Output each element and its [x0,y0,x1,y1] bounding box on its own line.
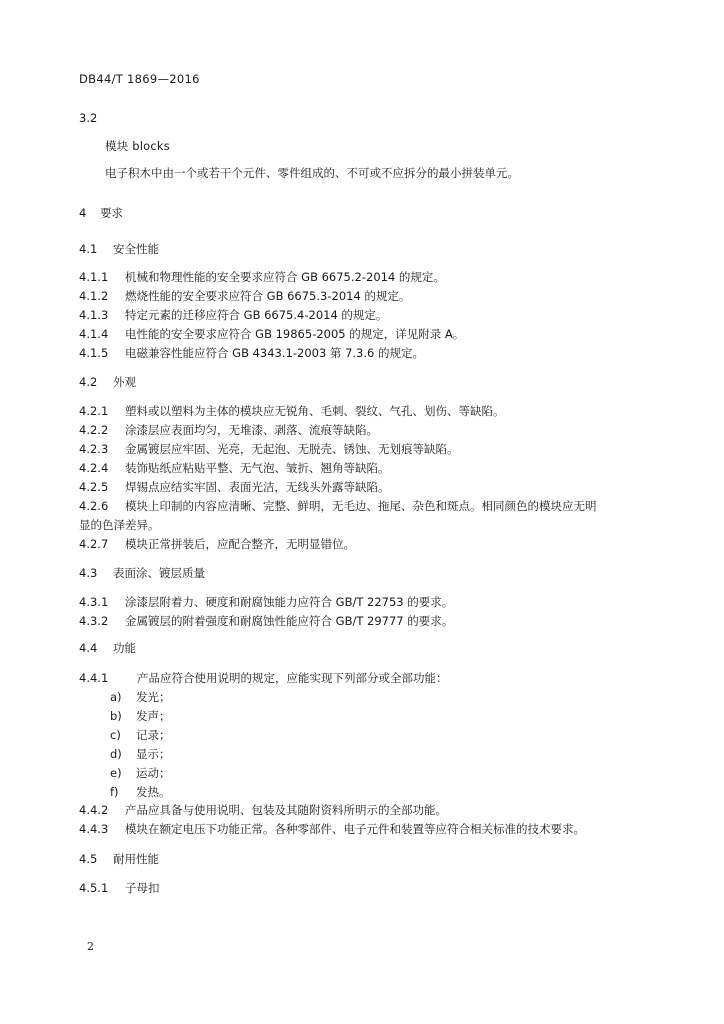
list-text: 记录； [136,728,171,742]
section-title: 子母扣 [125,881,160,895]
section-number: 4.4 [79,641,98,655]
clause-4-2-5 [79,479,390,495]
clause-4-3-1 [79,594,453,610]
clause-text: 模块上印制的内容应清晰、完整、鲜明，无毛边、拖尾、杂色和斑点。相同颜色的模块应无明 [125,499,597,513]
clause-text: 金属镀层的附着强度和耐腐蚀性能应符合 GB/T 29777 的要求。 [125,614,454,628]
page-number: 2 [87,940,94,953]
clause-4-1-4 [79,326,464,342]
list-text: 发光； [136,690,171,704]
section-number: 4 [79,206,87,220]
clause-text: 焊锡点应结实牢固、表面光洁，无线头外露等缺陷。 [125,480,390,494]
list-item-b [110,708,171,724]
list-marker: e) [110,766,122,780]
section-title: 耐用性能 [113,852,159,866]
section-title: 表面涂、镀层质量 [113,566,205,580]
clause-4-2-7 [79,536,355,552]
clause-text: 机械和物理性能的安全要求应符合 GB 6675.2-2014 的规定。 [125,270,445,284]
list-item-c [110,727,171,743]
list-item-e [110,765,171,781]
list-item-f [110,784,171,800]
section-number: 4.1 [79,242,98,256]
section-number: 4.3 [79,566,98,580]
section-heading-4 [79,205,123,221]
clause-text: 特定元素的迁移应符合 GB 6675.4-2014 的规定。 [125,308,388,322]
clause-text: 装饰贴纸应粘贴平整、无气泡、皱折、翘角等缺陷。 [125,461,390,475]
clause-number: 4.1.2 [79,289,109,303]
list-text: 发热。 [136,785,171,799]
clause-number: 4.1.4 [79,327,109,341]
clause-4-1-3 [79,307,387,323]
section-heading-4-5-1 [79,880,160,896]
clause-4-4-1 [79,670,448,686]
clause-number: 4.4.3 [79,822,109,836]
clause-4-2-4 [79,460,390,476]
section-heading-4-3 [79,565,205,581]
standard-code-header: DB44/T 1869—2016 [79,72,200,86]
clause-4-1-5 [79,345,424,361]
clause-number: 4.1.1 [79,270,109,284]
clause-text: 产品应符合使用说明的规定，应能实现下列部分或全部功能： [137,671,448,685]
clause-4-2-2 [79,422,378,438]
section-heading-4-5 [79,851,159,867]
list-text: 显示； [136,747,171,761]
section-number: 4.5 [79,852,98,866]
clause-4-2-1 [79,403,505,419]
clause-4-2-6-continuation: 显的色泽差异。 [79,518,160,532]
section-number: 4.5.1 [79,881,109,895]
clause-text: 产品应具备与使用说明、包装及其随附资料所明示的全部功能。 [125,803,447,817]
list-marker: a) [110,690,122,704]
clause-number: 4.2.3 [79,442,109,456]
clause-number: 4.2.7 [79,537,109,551]
clause-text: 金属镀层应牢固、光亮，无起泡、无脱壳、锈蚀、无划痕等缺陷。 [125,442,459,456]
list-item-a [110,689,171,705]
clause-4-2-6 [79,498,597,514]
section-title: 功能 [113,641,136,655]
clause-4-3-2 [79,613,453,629]
list-item-d [110,746,171,762]
clause-text: 模块在额定电压下功能正常。各种零部件、电子元件和装置等应符合相关标准的技术要求。 [125,822,585,836]
list-marker: f) [110,785,119,799]
term-title: 模块 blocks [105,139,170,153]
section-heading-4-2 [79,374,136,390]
clause-4-4-2 [79,802,447,818]
clause-number: 4.2.1 [79,404,109,418]
clause-number: 4.4.1 [79,671,109,685]
clause-text: 电性能的安全要求应符合 GB 19865-2005 的规定，详见附录 A。 [125,327,465,341]
clause-4-2-3 [79,441,459,457]
clause-number: 4.2.2 [79,423,109,437]
list-marker: b) [110,709,122,723]
section-title: 要求 [100,206,123,220]
clause-number: 4.3.2 [79,614,109,628]
clause-number: 4.2.5 [79,480,109,494]
section-heading-4-4 [79,640,136,656]
list-text: 运动； [136,766,171,780]
clause-text: 塑料或以塑料为主体的模块应无锐角、毛刺、裂纹、气孔、划伤、等缺陷。 [125,404,505,418]
term-definition: 电子积木中由一个或若干个元件、零件组成的、不可或不应拆分的最小拼装单元。 [105,166,519,180]
clause-number: 4.1.3 [79,308,109,322]
clause-text: 电磁兼容性能应符合 GB 4343.1-2003 第 7.3.6 的规定。 [125,346,424,360]
section-title: 安全性能 [113,242,159,256]
clause-number: 4.2.6 [79,499,109,513]
clause-text: 燃烧性能的安全要求应符合 GB 6675.3-2014 的规定。 [125,289,411,303]
clause-text: 模块正常拼装后，应配合整齐，无明显错位。 [125,537,355,551]
clause-4-4-3 [79,821,585,837]
clause-number-3-2: 3.2 [79,111,98,125]
list-text: 发声； [136,709,171,723]
list-marker: d) [110,747,122,761]
section-title: 外观 [113,375,136,389]
list-marker: c) [110,728,121,742]
section-number: 4.2 [79,375,98,389]
clause-number: 4.2.4 [79,461,109,475]
clause-4-1-1 [79,269,445,285]
clause-number: 4.1.5 [79,346,109,360]
clause-number: 4.4.2 [79,803,109,817]
clause-text: 涂漆层附着力、硬度和耐腐蚀能力应符合 GB/T 22753 的要求。 [125,595,454,609]
clause-4-1-2 [79,288,410,304]
clause-text: 涂漆层应表面均匀，无堆漆、剥落、流痕等缺陷。 [125,423,378,437]
section-heading-4-1 [79,241,159,257]
clause-number: 4.3.1 [79,595,109,609]
